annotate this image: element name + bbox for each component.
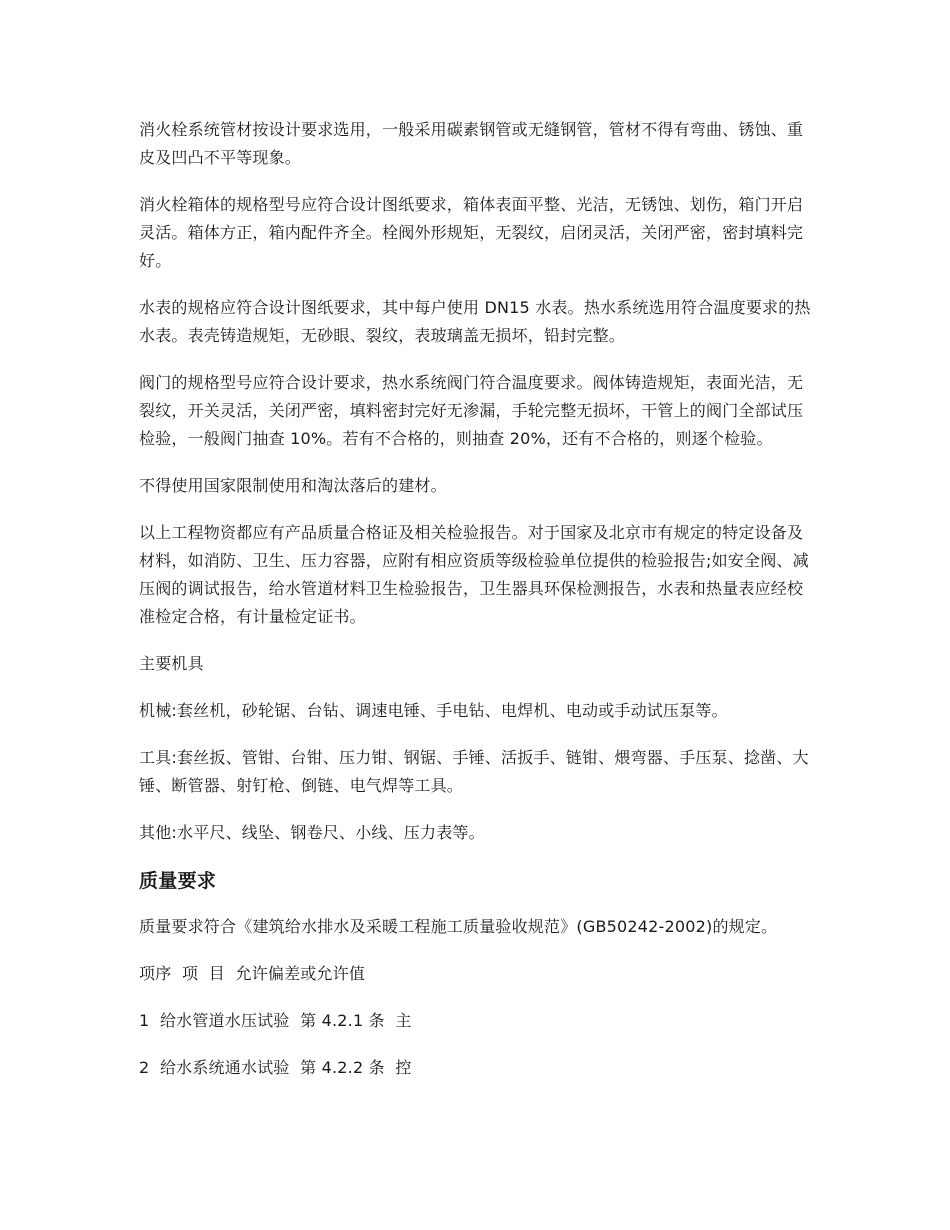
document-page (139, 116, 819, 1101)
paragraph-main-tools-title: 主要机具 (139, 654, 204, 673)
paragraph-valve: 阀门的规格型号应符合设计要求，热水系统阀门符合温度要求。阀体铸造规矩，表面光洁，无裂纹，开关灵活，关闭严密，填料密封完好无渗漏，手轮完整无损坏，干管上的阀门全部试压检验，一般阀门抽查 10%。若有不合格的，则抽查 20%，还有不合格的，则逐个检验。 (139, 373, 804, 448)
paragraph-water-meter: 水表的规格应符合设计图纸要求，其中每户使用 DN15 水表。热水系统选用符合温度要求的热水表。表壳铸造规矩，无砂眼、裂纹，表玻璃盖无损坏，铅封完整。 (139, 298, 811, 345)
paragraph-hydrant-pipe: 消火栓系统管材按设计要求选用，一般采用碳素钢管或无缝钢管，管材不得有弯曲、锈蚀、重皮及凹凸不平等现象。 (139, 120, 804, 167)
paragraph-other: 其他:水平尺、线坠、钢卷尺、小线、压力表等。 (139, 823, 485, 842)
paragraph-hydrant-box: 消火栓箱体的规格型号应符合设计图纸要求，箱体表面平整、光洁，无锈蚀、划伤，箱门开启灵活。箱体方正，箱内配件齐全。栓阀外形规矩，无裂纹，启闭灵活，关闭严密，密封填料完好。 (139, 195, 804, 270)
paragraph-certificates: 以上工程物资都应有产品质量合格证及相关检验报告。对于国家及北京市有规定的特定设备及材料，如消防、卫生、压力容器，应附有相应资质等级检验单位提供的检验报告;如安全阀、减压阀的调试报告，给水管道材料卫生检验报告，卫生器具环保检测报告，水表和热量表应经校准检定合格，有计量检定证书。 (139, 523, 809, 626)
table-row-2: 2 给水系统通水试验 第 4.2.2 条 控 (139, 1058, 412, 1077)
paragraph-restricted-materials: 不得使用国家限制使用和淘汰落后的建材。 (139, 476, 447, 495)
section-heading-quality: 质量要求 (139, 870, 217, 892)
paragraph-tools: 工具:套丝扳、管钳、台钳、压力钳、钢锯、手锤、活扳手、链钳、煨弯器、手压泵、捻凿、大锤、断管器、射钉枪、倒链、电气焊等工具。 (139, 748, 809, 795)
paragraph-machinery: 机械:套丝机，砂轮锯、台钻、调速电锤、手电钻、电焊机、电动或手动试压泵等。 (139, 701, 728, 720)
table-row-1: 1 给水管道水压试验 第 4.2.1 条 主 (139, 1011, 412, 1030)
paragraph-quality-standard: 质量要求符合《建筑给水排水及采暖工程施工质量验收规范》(GB50242-2002)的规定。 (139, 917, 778, 936)
table-header-line: 项序 项 目 允许偏差或允许值 (139, 964, 366, 983)
